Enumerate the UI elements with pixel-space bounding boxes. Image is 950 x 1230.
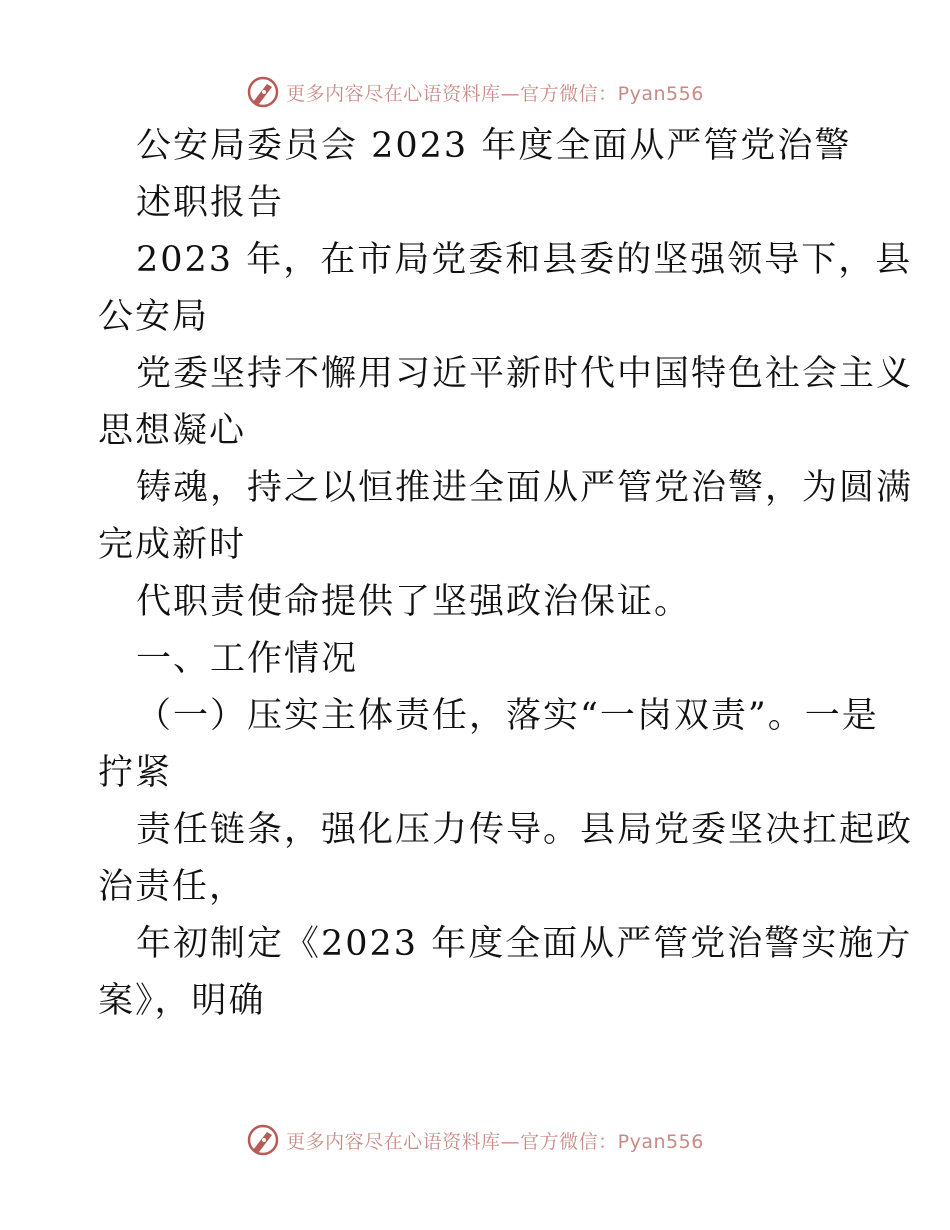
paragraph-line: 治责任， [98, 867, 247, 907]
paragraph-line: 完成新时 [98, 525, 247, 565]
section-heading: 一、工作情况 [136, 639, 359, 679]
doc-title-line-2: 述职报告 [136, 183, 285, 223]
subsection-heading: （一）压实主体责任，落实“一岗双责”。一是 [136, 696, 879, 736]
header-watermark [0, 72, 950, 112]
document-body [98, 118, 914, 1030]
paragraph-line: 党委坚持不懈用习近平新时代中国特色社会主义 [136, 354, 914, 394]
paragraph-line: 公安局 [98, 297, 210, 337]
doc-title-line-1: 公安局委员会 2023 年度全面从严管党治警 [136, 126, 852, 166]
paragraph-line: 责任链条，强化压力传导。县局党委坚决扛起政 [136, 810, 914, 850]
paragraph-line: 铸魂，持之以恒推进全面从严管党治警，为圆满 [136, 468, 914, 508]
paragraph-line: 代职责使命提供了坚强政治保证。 [136, 582, 692, 622]
paragraph-line: 案》，明确 [98, 981, 266, 1021]
paragraph-line: 2023 年，在市局党委和县委的坚强领导下，县 [136, 240, 913, 280]
paragraph-line: 年初制定《2023 年度全面从严管党治警实施方 [136, 924, 913, 964]
pen-nib-logo-icon [246, 75, 280, 109]
paragraph-line: 思想凝心 [98, 411, 247, 451]
watermark-text: 更多内容尽在心语资料库—官方微信：Pyan556 [286, 1130, 704, 1153]
paragraph-line: 拧紧 [98, 753, 173, 793]
watermark-text: 更多内容尽在心语资料库—官方微信：Pyan556 [286, 82, 704, 105]
pen-nib-logo-icon [246, 1123, 280, 1157]
footer-watermark [0, 1120, 950, 1160]
